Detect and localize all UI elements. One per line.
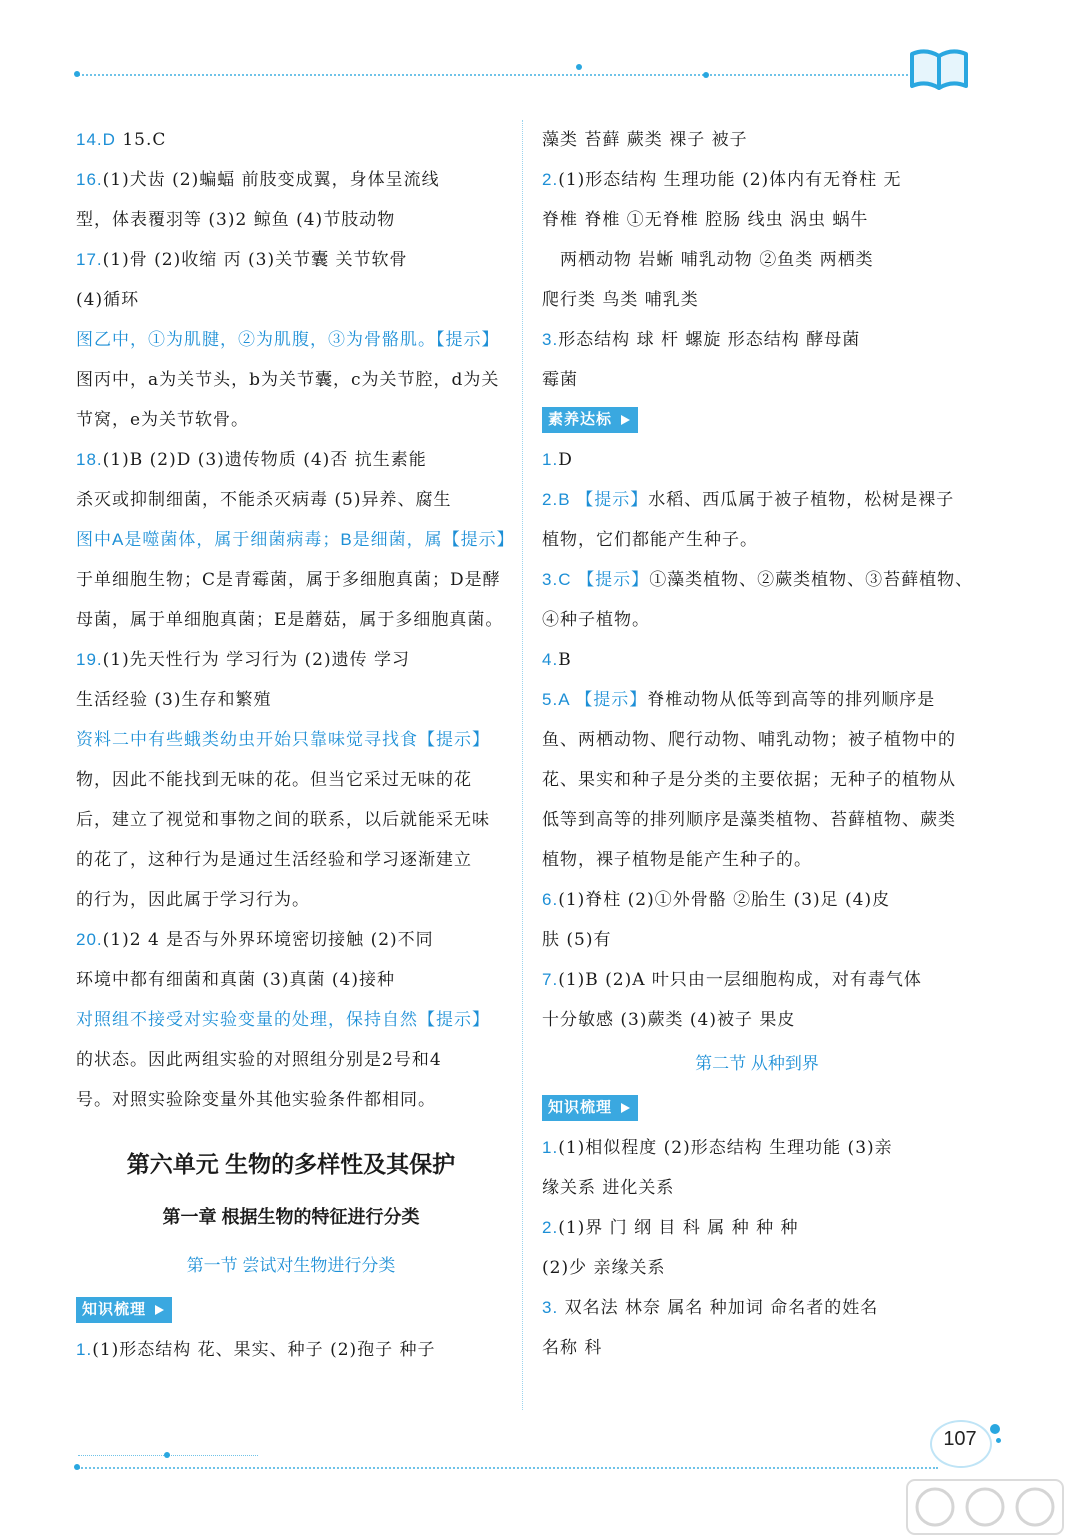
answer-text: (1)脊柱 (2)①外骨骼 ②胎生 (3)足 (4)皮 xyxy=(558,890,891,910)
answer-line xyxy=(76,440,506,480)
answer-line xyxy=(76,520,515,560)
answer-text: 节窝，e为关节软骨。 xyxy=(76,410,250,430)
answer-text: 水稻、西瓜属于被子植物，松树是裸子 xyxy=(648,490,955,510)
question-number: 3. xyxy=(542,1298,559,1317)
answer-text: (1)B (2)D (3)遗传物质 (4)否 抗生素能 xyxy=(102,450,427,470)
section-title: 第一节 尝试对生物进行分类 xyxy=(186,1256,396,1275)
question-number: 3. xyxy=(542,570,559,589)
question-number: 4. xyxy=(542,650,559,669)
answer-text: 资料二中有些蛾类幼虫开始只靠味觉寻找食 xyxy=(76,730,418,749)
answer-text: 名称 科 xyxy=(542,1338,603,1358)
decor-dot xyxy=(990,1424,1000,1434)
left-column xyxy=(76,120,515,1370)
answer-text: 于单细胞生物；C是青霉菌，属于多细胞真菌；D是酵 xyxy=(76,570,501,590)
answer-line xyxy=(76,720,506,760)
answer-line xyxy=(542,560,972,600)
answer-line xyxy=(76,800,506,840)
question-number: 19. xyxy=(76,650,103,669)
answer-line xyxy=(76,360,506,400)
answer-text: 双名法 林奈 属名 种加词 命名者的姓名 xyxy=(558,1298,879,1318)
watermark-logo xyxy=(905,1478,1065,1536)
answer-text: (4)循环 xyxy=(76,290,140,310)
question-number: 7. xyxy=(542,970,559,989)
answer-text: 藻类 苔藓 蕨类 裸子 被子 xyxy=(542,130,748,150)
answer-text: 图乙中，①为肌腱，②为肌腹，③为骨骼肌。 xyxy=(76,330,436,349)
answer-line xyxy=(542,1208,972,1248)
answer-text: (1)先天性行为 学习行为 (2)遗传 学习 xyxy=(102,650,411,670)
top-rule-dot xyxy=(74,71,80,77)
answer-line xyxy=(542,160,972,200)
question-number: 17. xyxy=(76,250,103,269)
answer-text: 花、果实和种子是分类的主要依据；无种子的植物从 xyxy=(542,770,956,790)
answer-line xyxy=(76,240,506,280)
answer-line xyxy=(76,1330,506,1370)
answer-text: 后，建立了视觉和事物之间的联系，以后就能采无味 xyxy=(76,810,490,830)
bottom-dotted-rule xyxy=(78,1467,938,1469)
section-badge: 知识梳理 xyxy=(542,1095,638,1121)
hint-label: 【提示】 xyxy=(436,330,500,350)
answer-text: C xyxy=(558,570,578,589)
answer-line xyxy=(542,240,972,280)
section-title: 第二节 从种到界 xyxy=(695,1054,819,1073)
answer-text: 低等到高等的排列顺序是藻类植物、苔藓植物、蕨类 xyxy=(542,810,956,830)
answer-line xyxy=(76,680,506,720)
top-rule-dot xyxy=(703,72,709,78)
answer-line xyxy=(542,1328,972,1368)
answer-line xyxy=(542,760,972,800)
answer-line xyxy=(542,520,972,560)
answer-text: A xyxy=(558,690,576,709)
answer-line xyxy=(76,160,506,200)
answer-line xyxy=(542,200,972,240)
answer-line xyxy=(542,360,972,400)
answer-text: 型，体表覆羽等 (3)2 鲸鱼 (4)节肢动物 xyxy=(76,210,396,230)
question-number: 18. xyxy=(76,450,103,469)
bottom-rule-dot xyxy=(164,1452,170,1458)
answer-text: 15.C xyxy=(115,130,167,150)
question-number: 1. xyxy=(542,450,559,469)
column-divider xyxy=(522,120,523,1410)
answer-line xyxy=(542,120,972,160)
answer-line xyxy=(76,480,506,520)
answer-line xyxy=(76,840,506,880)
question-number: 2. xyxy=(542,490,559,509)
answer-line xyxy=(76,200,506,240)
answer-line xyxy=(76,640,506,680)
question-number: 16. xyxy=(76,170,103,189)
question-number: 1. xyxy=(76,1340,93,1359)
answer-text: 的花了，这种行为是通过生活经验和学习逐渐建立 xyxy=(76,850,472,870)
answer-text: (1)界 门 纲 目 科 属 种 种 种 xyxy=(558,1218,799,1238)
hint-label: 【提示】 xyxy=(418,1010,490,1030)
answer-line xyxy=(542,1248,972,1288)
answer-line xyxy=(542,640,972,680)
answer-text: (1)骨 (2)收缩 丙 (3)关节囊 关节软骨 xyxy=(102,250,408,270)
answer-line xyxy=(542,320,972,360)
hint-label: 【提示】 xyxy=(576,490,649,510)
answer-line xyxy=(542,960,972,1000)
answer-text: 肤 (5)有 xyxy=(542,930,612,950)
answer-text: 脊椎 脊椎 ①无脊椎 腔肠 线虫 涡虫 蜗牛 xyxy=(542,210,869,230)
hint-label: 【提示】 xyxy=(577,570,650,590)
section-badge-row xyxy=(542,1088,972,1128)
answer-text: 霉菌 xyxy=(542,370,578,390)
question-number: 1. xyxy=(542,1138,559,1157)
answer-line xyxy=(542,1288,972,1328)
answer-text: 杀灭或抑制细菌，不能杀灭病毒 (5)异养、腐生 xyxy=(76,490,452,510)
answer-line xyxy=(542,840,972,880)
answer-text: ④种子植物。 xyxy=(542,610,650,630)
unit-title: 第六单元 生物的多样性及其保护 xyxy=(126,1151,456,1177)
open-book-icon xyxy=(908,46,970,92)
decor-dot xyxy=(996,1438,1001,1443)
answer-text: 图丙中，a为关节头，b为关节囊，c为关节腔，d为关 xyxy=(76,370,500,390)
hint-label: 【提示】 xyxy=(418,730,490,750)
answer-text: ①藻类植物、②蕨类植物、③苔藓植物、 xyxy=(649,570,974,590)
section-badge-row xyxy=(76,1290,506,1330)
answer-text: 图中A是噬菌体，属于细菌病毒；B是细菌，属 xyxy=(76,530,443,549)
answer-line xyxy=(76,400,506,440)
hint-label: 【提示】 xyxy=(442,530,515,550)
top-dotted-rule xyxy=(78,74,908,76)
answer-text: (2)少 亲缘关系 xyxy=(542,1258,666,1278)
answer-text: D xyxy=(558,450,573,470)
answer-line xyxy=(542,880,972,920)
answer-line xyxy=(542,440,972,480)
answer-text: 母菌，属于单细胞真菌；E是蘑菇，属于多细胞真菌。 xyxy=(76,610,504,630)
answer-text: 植物，裸子植物是能产生种子的。 xyxy=(542,850,812,870)
answer-text: 物，因此不能找到无味的花。但当它采过无味的花 xyxy=(76,770,472,790)
answer-line xyxy=(542,720,972,760)
question-number: 2. xyxy=(542,170,559,189)
answer-line xyxy=(542,1128,972,1168)
answer-line xyxy=(542,920,972,960)
answer-text: (1)形态结构 生理功能 (2)体内有无脊柱 无 xyxy=(558,170,902,190)
answer-text: 号。对照实验除变量外其他实验条件都相同。 xyxy=(76,1090,436,1110)
answer-text: B xyxy=(558,490,577,509)
answer-text: B xyxy=(558,650,572,670)
answer-line xyxy=(76,880,506,920)
answer-text: 鱼、两栖动物、爬行动物、哺乳动物；被子植物中的 xyxy=(542,730,956,750)
right-column xyxy=(542,120,972,1368)
answer-line xyxy=(76,280,506,320)
question-number: 2. xyxy=(542,1218,559,1237)
answer-text: (1)犬齿 (2)蝙蝠 前肢变成翼，身体呈流线 xyxy=(102,170,440,190)
question-number: 6. xyxy=(542,890,559,909)
answer-text: 的行为，因此属于学习行为。 xyxy=(76,890,310,910)
question-number: 5. xyxy=(542,690,559,709)
hint-label: 【提示】 xyxy=(575,690,648,710)
section-badge-row xyxy=(542,400,972,440)
answer-text: (1)相似程度 (2)形态结构 生理功能 (3)亲 xyxy=(558,1138,893,1158)
answer-text: 脊椎动物从低等到高等的排列顺序是 xyxy=(647,690,936,710)
section-badge: 知识梳理 xyxy=(76,1297,172,1323)
answer-text: 缘关系 进化关系 xyxy=(542,1178,675,1198)
answer-line xyxy=(76,1040,506,1080)
page-number-badge xyxy=(930,1420,1000,1468)
question-number: 3. xyxy=(542,330,559,349)
question-number: 20. xyxy=(76,930,103,949)
answer-line xyxy=(76,120,506,160)
chapter-title: 第一章 根据生物的特征进行分类 xyxy=(162,1207,420,1227)
answer-text: 的状态。因此两组实验的对照组分别是2号和4 xyxy=(76,1050,442,1070)
answer-text: (1)2 4 是否与外界环境密切接触 (2)不同 xyxy=(102,930,434,950)
answer-line xyxy=(76,320,506,360)
answer-text: 植物，它们都能产生种子。 xyxy=(542,530,758,550)
answer-line xyxy=(542,1000,972,1040)
answer-line xyxy=(76,1080,506,1120)
answer-text: (1)形态结构 花、果实、种子 (2)孢子 种子 xyxy=(92,1340,436,1360)
page-number: 107 xyxy=(943,1428,977,1450)
answer-text: 生活经验 (3)生存和繁殖 xyxy=(76,690,272,710)
top-rule-dot xyxy=(576,64,582,70)
answer-text: (1)B (2)A 叶只由一层细胞构成，对有毒气体 xyxy=(558,970,922,990)
answer-line xyxy=(542,680,972,720)
answer-text: 对照组不接受对实验变量的处理，保持自然 xyxy=(76,1010,418,1029)
answer-line xyxy=(76,600,506,640)
answer-text: 爬行类 鸟类 哺乳类 xyxy=(542,290,699,310)
answer-line xyxy=(542,280,972,320)
answer-text: 形态结构 球 杆 螺旋 形态结构 酵母菌 xyxy=(558,330,861,350)
answer-line xyxy=(542,480,972,520)
answer-line xyxy=(76,920,506,960)
answer-line xyxy=(542,800,972,840)
answer-text: 两栖动物 岩蜥 哺乳动物 ②鱼类 两栖类 xyxy=(560,250,874,270)
answer-line xyxy=(76,760,506,800)
answer-line xyxy=(76,560,506,600)
answer-text: 环境中都有细菌和真菌 (3)真菌 (4)接种 xyxy=(76,970,395,990)
answer-line xyxy=(76,1000,506,1040)
question-number: 14.D xyxy=(76,130,116,149)
section-badge: 素养达标 xyxy=(542,407,638,433)
answer-line xyxy=(542,600,972,640)
bottom-rule-dot xyxy=(74,1464,80,1470)
answer-text: 十分敏感 (3)蕨类 (4)被子 果皮 xyxy=(542,1010,796,1030)
answer-line xyxy=(76,960,506,1000)
answer-line xyxy=(542,1168,972,1208)
